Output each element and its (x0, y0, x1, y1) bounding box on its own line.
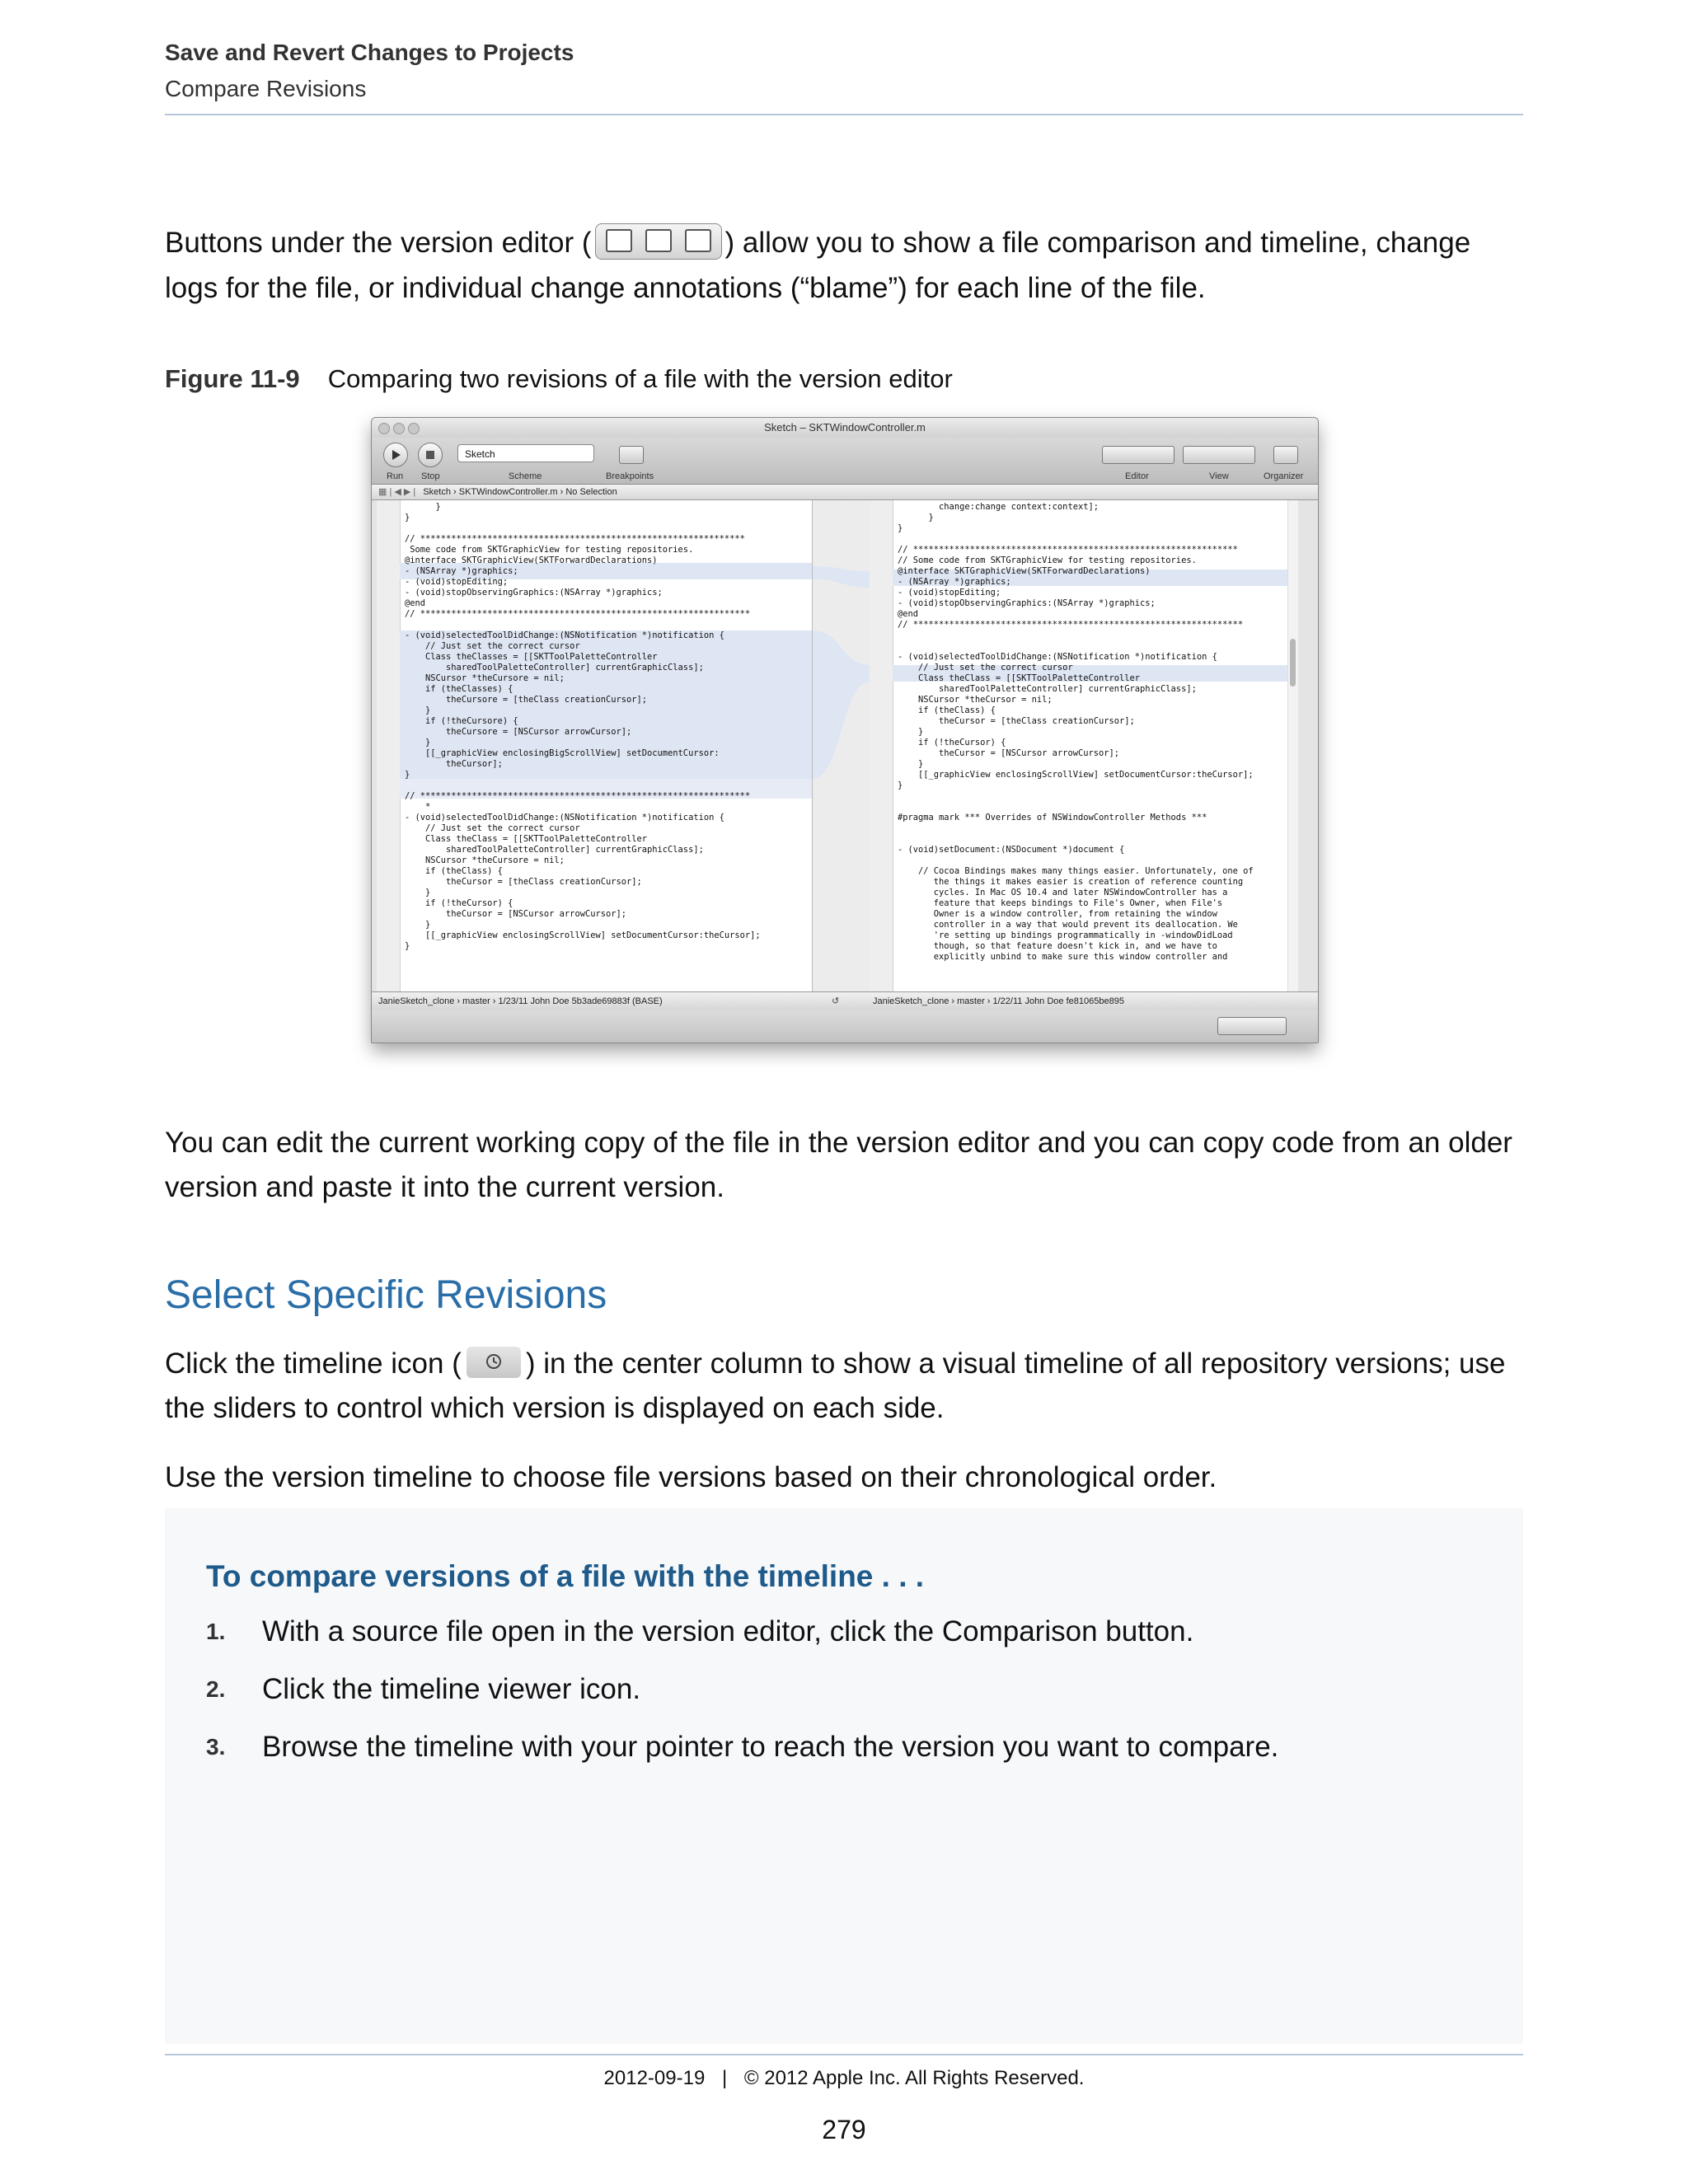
version-editor-bottom-bar (372, 1010, 1318, 1043)
step-number: 2. (206, 1676, 226, 1702)
jump-bar-path[interactable]: Sketch › SKTWindowController.m › No Selection (423, 487, 617, 497)
section-subtitle: Compare Revisions (165, 76, 367, 101)
breakpoints-button[interactable] (619, 446, 644, 464)
figure-caption-text: Comparing two revisions of a file with the version editor (327, 364, 953, 393)
view-segmented-control[interactable] (1183, 446, 1255, 464)
intro-paragraph (165, 221, 1523, 311)
timeline-paragraph (165, 1342, 1523, 1431)
stop-button[interactable] (418, 443, 443, 467)
page-number: 279 (822, 2115, 866, 2144)
step-text: Click the timeline viewer icon. (262, 1673, 641, 1705)
stop-label: Stop (421, 471, 440, 481)
step-text: Browse the timeline with your pointer to reach the version you want to compare. (262, 1731, 1279, 1763)
version-editor-mode-buttons[interactable] (1217, 1017, 1287, 1035)
chapter-title: Save and Revert Changes to Projects (165, 40, 574, 65)
left-code: } } // *************************************************************** Some code from SKTGraphicView for testing repositories. @interface SKTGraphicView(SKTForwardDeclarations) - (NSArray *)graphics; - (void)stopEditing; - (void)stopObservingGraphics:(NSArray *)graphics; @end // **************************************************************** - (void)selectedToolDidChange:(NSNotification *)notification { // Just set the correct cursor Class theClasses = [[SKTToolPaletteController sharedToolPaletteController] currentGraphicClass]; NSCursor *theCursore = nil; if (theClasses) { theCursore = [theClass creationCursor]; } if (!theCursore) { theCursore = [NSCursor arrowCursor]; } [[_graphicView enclosingBigScrollView] setDocumentCursor: theCursor]; } // **************************************************************** * - (void)selectedToolDidChange:(NSNotification *)notification { // Just set the correct cursor Class theClass = [[SKTToolPaletteController sharedToolPaletteController] currentGraphicClass]; NSCursor *theCursore = nil; if (theClass) { theCursor = [theClass creationCursor]; } if (!theCursor) { theCursor = [NSCursor arrowCursor]; } [[_graphicView enclosingScrollView] setDocumentCursor:theCursor]; } (405, 502, 761, 951)
window-title: Sketch – SKTWindowController.m (764, 421, 926, 434)
diff-connector-bands (813, 500, 870, 991)
right-scrollbar[interactable] (1287, 500, 1298, 991)
step-text: With a source file open in the version editor, click the Comparison button. (262, 1615, 1194, 1647)
figure-caption (165, 364, 953, 394)
intro-text-end: ) allow you to show a file comparison and timeline, change logs for the file, or individual change annotations (“blame”) for each line of the file. (165, 227, 1471, 304)
header-divider (165, 114, 1523, 115)
xcode-window-screenshot (371, 417, 1319, 1043)
center-timeline-column (812, 500, 871, 991)
zoom-window-icon[interactable] (408, 423, 420, 434)
footer-separator: | (721, 2067, 728, 2089)
right-gutter (870, 500, 893, 991)
left-revision-path[interactable]: JanieSketch_clone › master › 1/23/11 John Doe 5b3ade69883f (BASE) (378, 996, 663, 1006)
scheme-popup[interactable]: Sketch (457, 444, 594, 462)
step-number: 3. (206, 1734, 226, 1760)
xcode-toolbar (372, 438, 1318, 485)
footer-line (0, 2067, 1688, 2090)
timeline-text-end: ) in the center column to show a visual timeline of all repository versions; use the sliders to control which version is displayed on each side. (165, 1347, 1506, 1424)
right-revision-path[interactable]: JanieSketch_clone › master › 1/22/11 John Doe fe81065be895 (873, 996, 1124, 1006)
timeline-usage-paragraph: Use the version timeline to choose file versions based on their chronological order. (165, 1461, 1217, 1493)
nav-arrows-icon[interactable]: ▦ | ◀ ▶ | (378, 487, 416, 497)
footer-divider (165, 2054, 1523, 2055)
intro-text-start: Buttons under the version editor ( (165, 227, 592, 259)
jump-bar (372, 485, 1318, 500)
view-label: View (1209, 471, 1229, 481)
organizer-label: Organizer (1264, 471, 1304, 481)
timeline-text-start: Click the timeline icon ( (165, 1347, 462, 1380)
run-button[interactable] (383, 443, 408, 467)
right-scroll-thumb[interactable] (1290, 639, 1296, 687)
breakpoints-label: Breakpoints (606, 471, 654, 481)
stop-icon (419, 443, 442, 466)
figure-number: Figure 11-9 (165, 364, 300, 393)
scheme-label: Scheme (509, 471, 542, 481)
footer-date: 2012-09-19 (603, 2067, 706, 2089)
left-editor-pane[interactable] (377, 500, 812, 991)
section-heading: Select Specific Revisions (165, 1273, 607, 1317)
left-gutter (377, 500, 401, 991)
organizer-button[interactable] (1273, 446, 1298, 464)
play-icon (384, 443, 407, 466)
run-label: Run (387, 471, 404, 481)
right-code: change:change context:context]; } } // *************************************************************** // Some code from SKTGraphicView for testing repositories. @interface SKTGraphicView(SKTForwardDeclarations) - (NSArray *)graphics; - (void)stopEditing; - (void)stopObservingGraphics:(NSArray *)graphics; @end // **************************************************************** - (void)selectedToolDidChange:(NSNotification *)notification { // Just set the correct cursor Class theClass = [[SKTToolPaletteController sharedToolPaletteController] currentGraphicClass]; NSCursor *theCursor = nil; if (theClass) { theCursor = [theClass creationCursor]; } if (!theCursor) { theCursor = [NSCursor arrowCursor]; } [[_graphicView enclosingScrollView] setDocumentCursor:theCursor]; } #pragma mark *** Overrides of NSWindowController Methods *** - (void)setDocument:(NSDocument *)document { // Cocoa Bindings makes many things easier. Unfortunately, one of the things it makes easier is creation of reference counting cycles. In Mac OS 10.4 and later NSWindowController has a feature that keeps bindings to File's Owner, when File's Owner is a window controller, from retaining the window controller in a way that would prevent its deallocation. We 're setting up bindings programmatically in -windowDidLoad though, so that feature doesn't kick in, and we have to explicitly unbind to make sure this window controller and (898, 502, 1254, 962)
timeline-toggle-icon[interactable]: ↺ (832, 996, 840, 1006)
footer-copyright: © 2012 Apple Inc. All Rights Reserved. (743, 2067, 1085, 2089)
editor-status-bar (372, 991, 1318, 1010)
timeline-icon (467, 1347, 521, 1378)
right-editor-pane[interactable] (870, 500, 1298, 991)
task-heading: To compare versions of a file with the timeline . . . (206, 1559, 925, 1593)
step-number: 1. (206, 1619, 226, 1644)
minimize-window-icon[interactable] (393, 423, 405, 434)
edit-paragraph: You can edit the current working copy of the file in the version editor and you can copy code from an older version and paste it into the current version. (165, 1127, 1512, 1203)
close-window-icon[interactable] (378, 423, 390, 434)
version-editor-buttons-icon (595, 223, 722, 260)
window-titlebar (372, 418, 1318, 438)
editor-label: Editor (1125, 471, 1149, 481)
editor-segmented-control[interactable] (1102, 446, 1175, 464)
